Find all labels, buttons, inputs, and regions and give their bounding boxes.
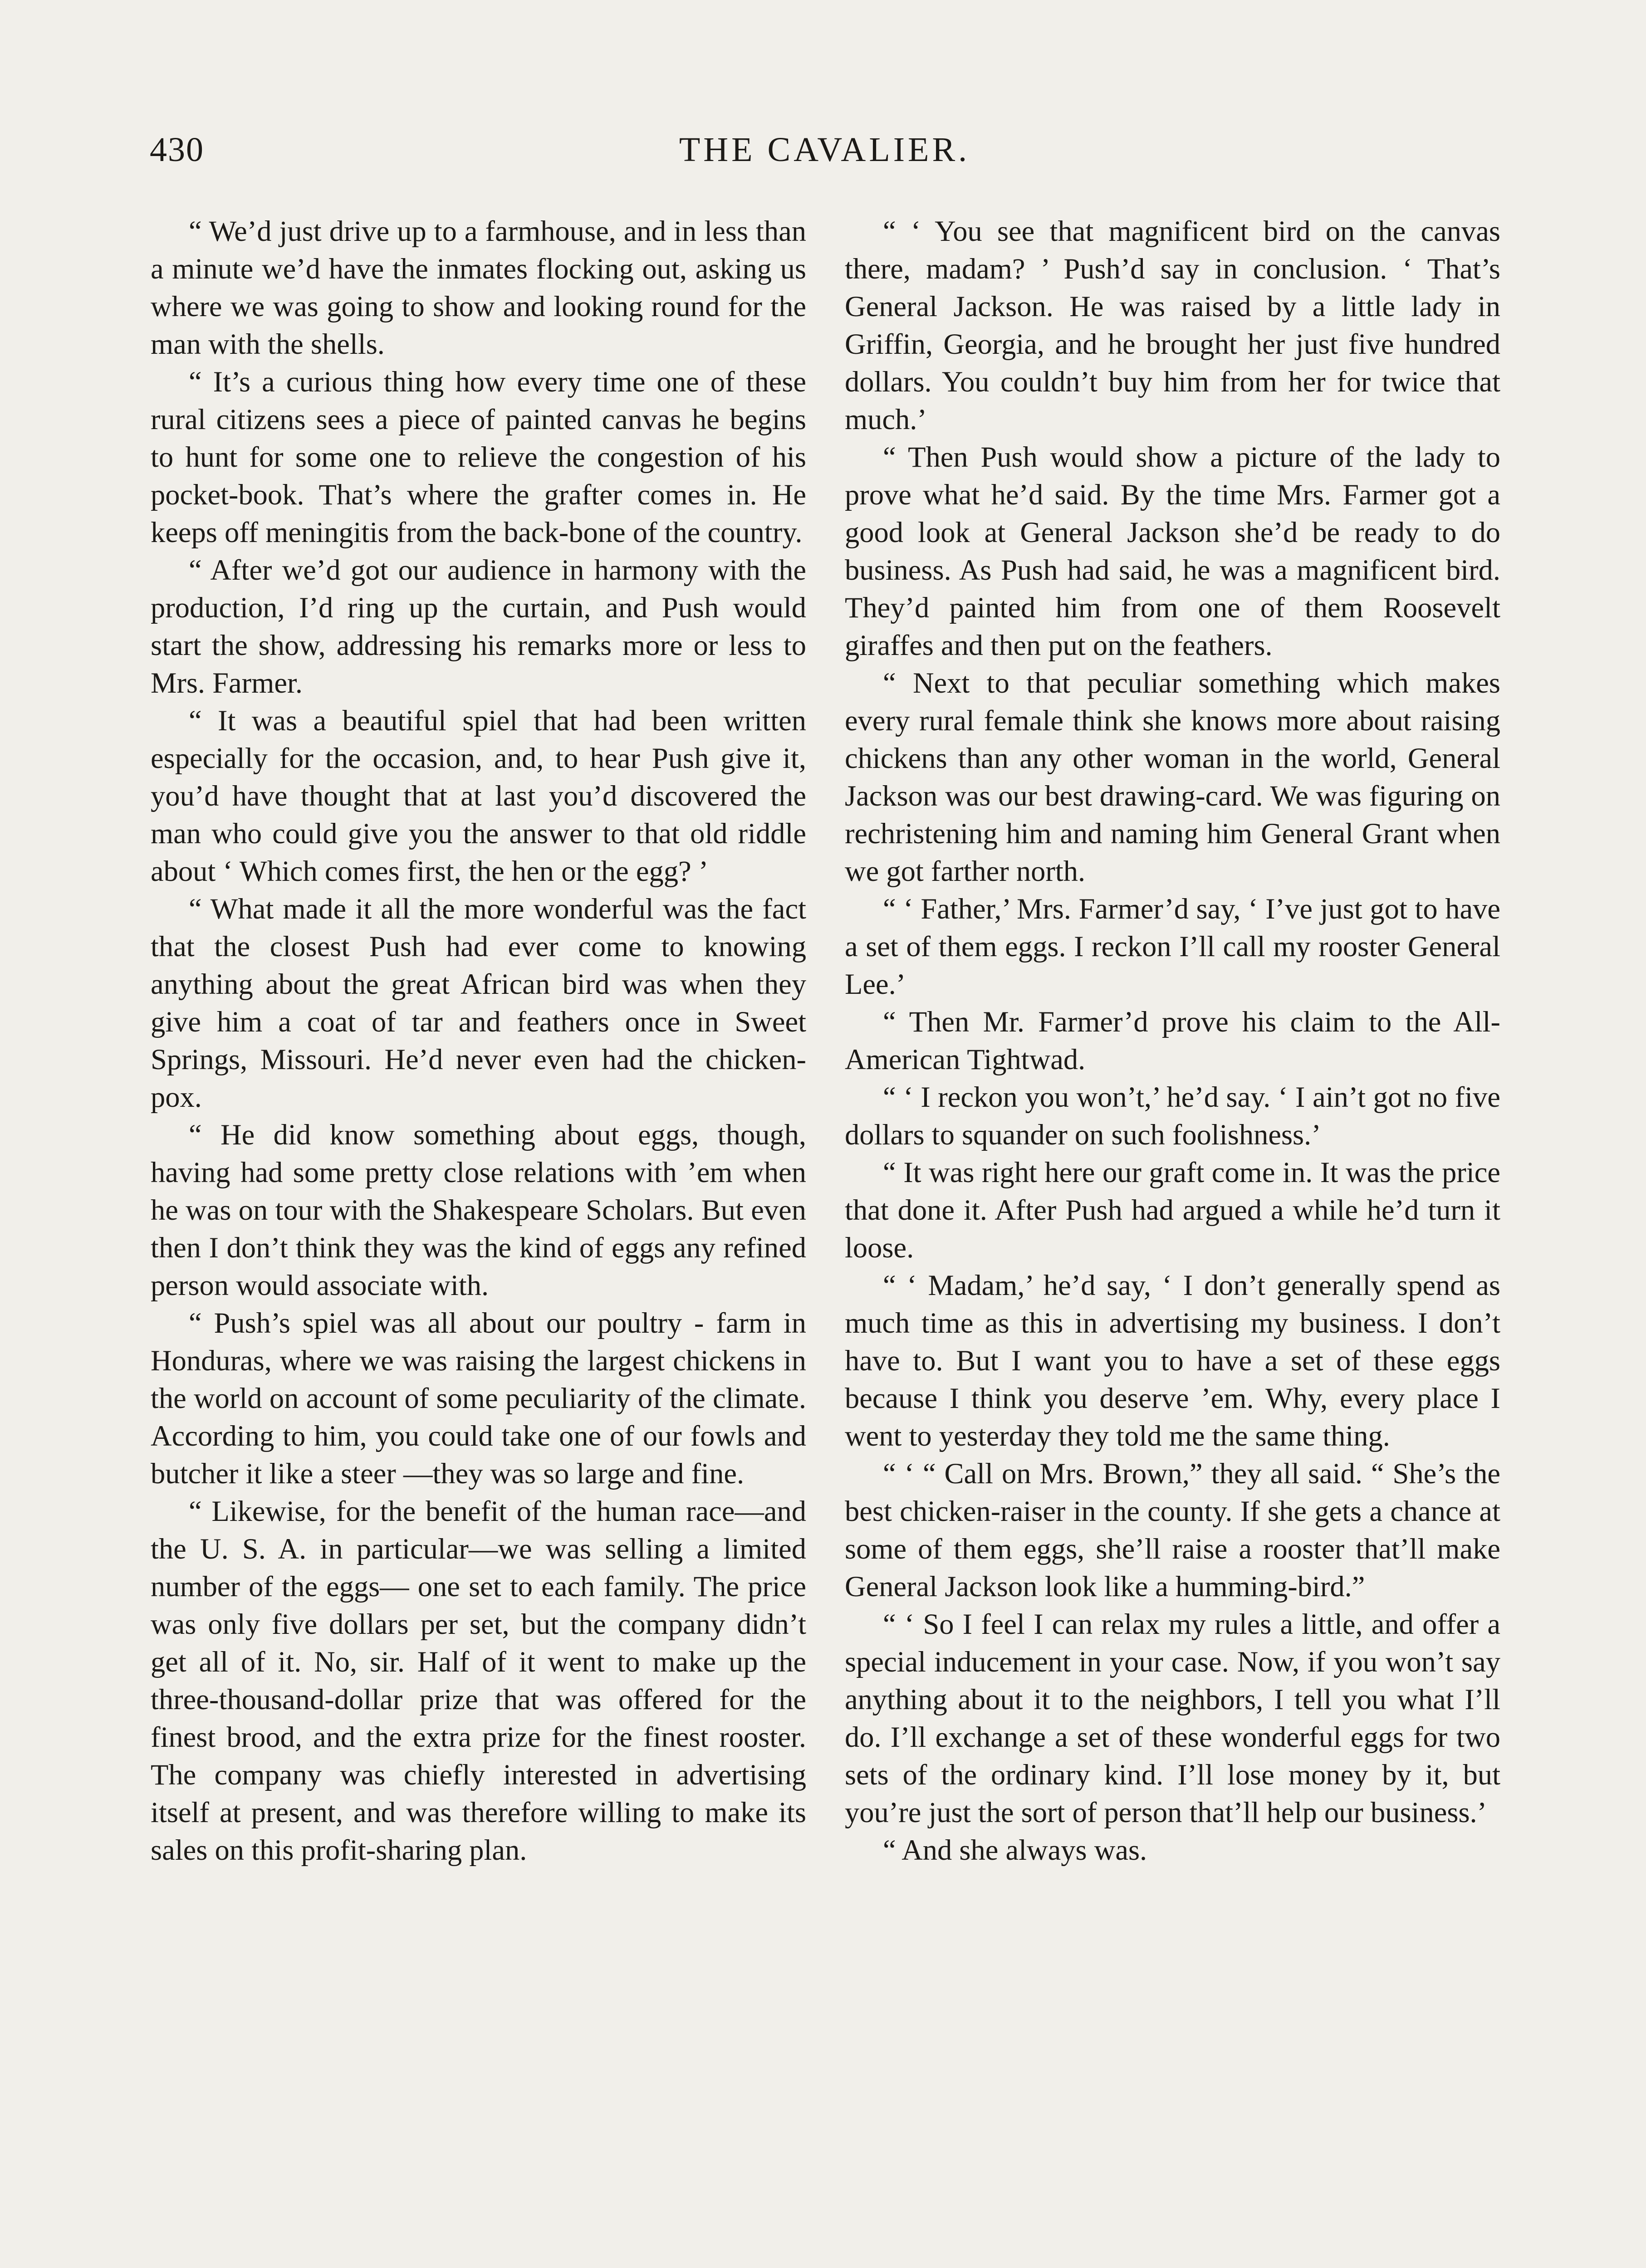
paragraph: “ What made it all the more wonderful was the fact that the closest Push had ever come to knowing anything about the great African bird was when they give him a coat of tar and feathers once in Sweet Springs, Missouri. He’d never even had the chicken-pox. xyxy=(151,893,806,1113)
running-title: THE CAVALIER. xyxy=(679,131,970,169)
paragraph: “ ‘ I reckon you won’t,’ he’d say. ‘ I ain’t got no five dollars to squander on such foolishness.’ xyxy=(845,1081,1500,1151)
right-column xyxy=(845,212,1500,1869)
paragraph: “ And she always was. xyxy=(883,1834,1147,1866)
paragraph: “ Likewise, for the benefit of the human race—and the U. S. A. in particular—we was selling a limited number of the eggs— one set to each family. The price was only five dollars per set, but the company didn’t get all of it. No, sir. Half of it went to make up the three-thousand-dollar prize that was offered for the finest brood, and the extra prize for the finest rooster. The company was chiefly interested in advertising itself at present, and was therefore willing to make its sales on this profit-sharing plan. xyxy=(151,1495,806,1866)
paragraph: “ ‘ So I feel I can relax my rules a little, and offer a special inducement in your case. Now, if you won’t say anything about it to the neighbors, I tell you what I’ll do. I’ll exchange a set of these wonderful eggs for two sets of the ordinary kind. I’ll lose money by it, but you’re just the sort of person that’ll help our business.’ xyxy=(845,1608,1500,1828)
paragraph: “ After we’d got our audience in harmony with the production, I’d ring up the curtain, and Push would start the show, addressing his remarks more or less to Mrs. Farmer. xyxy=(151,554,806,699)
paragraph: “ Then Push would show a picture of the lady to prove what he’d said. By the time Mrs. Farmer got a good look at General Jackson she’d be ready to do business. As Push had said, he was a magnificent bird. They’d painted him from one of them Roosevelt giraffes and then put on the feathers. xyxy=(845,441,1500,661)
paragraph: “ ‘ Madam,’ he’d say, ‘ I don’t generally spend as much time as this in advertising my business. I don’t have to. But I want you to have a set of these eggs because I think you deserve ’em. Why, every place I went to yesterday they told me the same thing. xyxy=(845,1269,1500,1452)
left-column xyxy=(151,212,806,1869)
page-header xyxy=(150,127,1499,177)
paragraph: “ ‘ “ Call on Mrs. Brown,” they all said. “ She’s the best chicken-raiser in the county. If she gets a chance at some of them eggs, she’ll raise a rooster that’ll make General Jackson look like a humming-bird.” xyxy=(845,1457,1500,1603)
paragraph: “ ‘ Father,’ Mrs. Farmer’d say, ‘ I’ve just got to have a set of them eggs. I reckon I’ll call my rooster General Lee.’ xyxy=(845,893,1500,1000)
paragraph: “ It’s a curious thing how every time one of these rural citizens sees a piece of painted canvas he begins to hunt for some one to relieve the congestion of his pocket-book. That’s where the grafter comes in. He keeps off meningitis from the back-bone of the country. xyxy=(151,366,806,548)
paragraph: “ Next to that peculiar something which makes every rural female think she knows more about raising chickens than any other woman in the world, General Jackson was our best drawing-card. We was figuring on rechristening him and naming him General Grant when we got farther north. xyxy=(845,667,1500,887)
paragraph: “ We’d just drive up to a farmhouse, and in less than a minute we’d have the inmates flocking out, asking us where we was going to show and looking round for the man with the shells. xyxy=(151,215,806,360)
paragraph: “ It was a beautiful spiel that had been written especially for the occasion, and, to hear Push give it, you’d have thought that at last you’d discovered the man who could give you the answer to that old riddle about ‘ Which comes first, the hen or the egg? ’ xyxy=(151,704,806,887)
paragraph: “ Then Mr. Farmer’d prove his claim to the All-American Tightwad. xyxy=(845,1006,1500,1075)
paragraph: “ ‘ You see that magnificent bird on the canvas there, madam? ’ Push’d say in conclusion. ‘ That’s General Jackson. He was raised by a little lady in Griffin, Georgia, and he brought her just five hundred dollars. You couldn’t buy him from her for twice that much.’ xyxy=(845,215,1500,435)
page-number: 430 xyxy=(150,131,204,169)
paragraph: “ He did know something about eggs, though, having had some pretty close relations with ’em when he was on tour with the Shakespeare Scholars. But even then I don’t think they was the kind of eggs any refined person would associate with. xyxy=(151,1119,806,1301)
paragraph: “ Push’s spiel was all about our poultry - farm in Honduras, where we was raising the largest chickens in the world on account of some peculiarity of the climate. According to him, you could take one of our fowls and butcher it like a steer —they was so large and fine. xyxy=(151,1307,806,1490)
paragraph: “ It was right here our graft come in. It was the price that done it. After Push had argued a while he’d turn it loose. xyxy=(845,1156,1500,1264)
